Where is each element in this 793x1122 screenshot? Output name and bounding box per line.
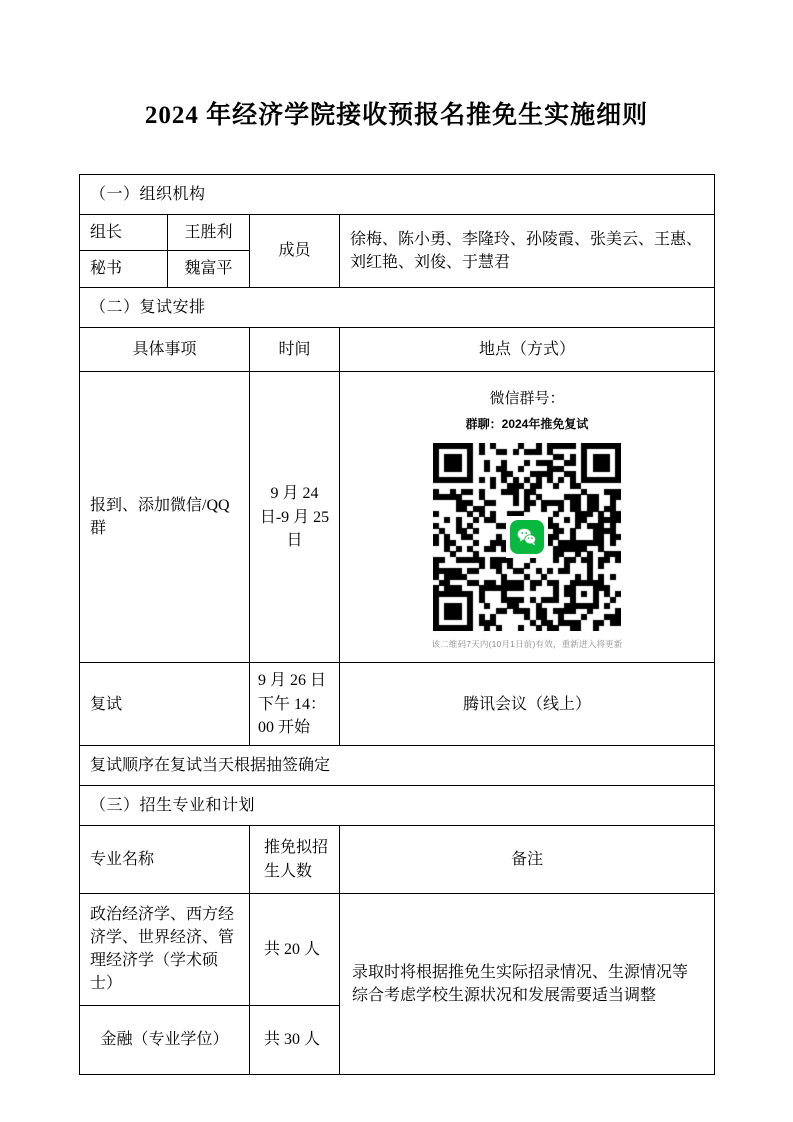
table-row-registration [80, 371, 715, 662]
major-count-finance: 共 30 人 [250, 1005, 340, 1074]
section-heading-retest: （二）复试安排 [80, 287, 715, 327]
major-count-academic: 共 20 人 [250, 893, 340, 1005]
section-header-row-plan [80, 786, 715, 826]
table-row-leader [80, 215, 715, 251]
column-header-time: 时间 [250, 327, 340, 371]
section-heading-plan: （三）招生专业和计划 [80, 786, 715, 826]
table-row-retest-footnote [80, 745, 715, 785]
major-name-academic: 政治经济学、西方经济学、世界经济、管理经济学（学术硕士） [80, 893, 250, 1005]
column-header-place: 地点（方式） [340, 327, 715, 371]
wechat-icon [506, 516, 548, 558]
main-table-container [79, 174, 714, 1075]
major-name-finance: 金融（专业学位） [80, 1005, 250, 1074]
page-title: 2024 年经济学院接收预报名推免生实施细则 [144, 102, 649, 129]
retest-time-session: 9 月 26 日下午 14：00 开始 [250, 663, 340, 746]
qr-expiry-note: 该二维码7天内(10月1日前)有效，重新进入将更新 [431, 639, 623, 650]
role-name-leader: 王胜利 [168, 215, 250, 251]
table-header-row-plan [80, 826, 715, 893]
table-row-major-academic [80, 893, 715, 1005]
member-label: 成员 [250, 215, 340, 287]
role-name-secretary: 魏富平 [168, 251, 250, 287]
retest-time-registration: 9 月 24 日-9 月 25 日 [250, 371, 340, 662]
retest-footnote: 复试顺序在复试当天根据抽签确定 [80, 745, 715, 785]
retest-place-qrcode [340, 371, 715, 662]
section-header-row-org [80, 175, 715, 215]
role-label-secretary: 秘书 [80, 251, 168, 287]
wechat-group-qr-code[interactable] [433, 443, 621, 631]
qr-title: 微信群号： [489, 389, 565, 407]
column-header-item: 具体事项 [80, 327, 250, 371]
section-heading-org: （一）组织机构 [80, 175, 715, 215]
role-label-leader: 组长 [80, 215, 168, 251]
column-header-remark: 备注 [340, 826, 715, 893]
member-names: 徐梅、陈小勇、李隆玲、孙陵霞、张美云、王惠、刘红艳、刘俊、于慧君 [340, 215, 715, 287]
table-row-retest-session [80, 663, 715, 746]
section-header-row-retest [80, 287, 715, 327]
table-header-row-retest [80, 327, 715, 371]
retest-item-registration: 报到、添加微信/QQ群 [80, 371, 250, 662]
implementation-details-table [79, 174, 715, 1075]
qr-block [348, 378, 706, 656]
retest-item-session: 复试 [80, 663, 250, 746]
retest-place-session: 腾讯会议（线上） [340, 663, 715, 746]
qr-subtitle: 群聊：2024年推免复试 [465, 416, 589, 431]
column-header-count: 推免拟招生人数 [250, 826, 340, 893]
plan-remark: 录取时将根据推免生实际招录情况、生源情况等综合考虑学校生源状况和发展需要适当调整 [340, 893, 715, 1074]
column-header-major: 专业名称 [80, 826, 250, 893]
